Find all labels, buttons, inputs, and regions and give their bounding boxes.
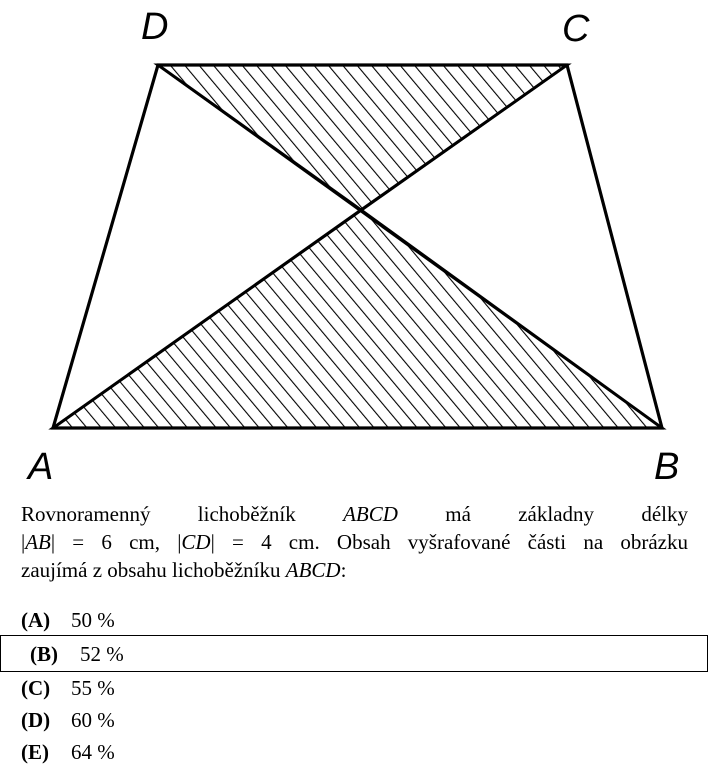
problem-text: :: [340, 558, 347, 582]
problem-line-3: [21, 556, 688, 584]
segment-cd: CD: [181, 530, 211, 554]
option-d[interactable]: [21, 704, 688, 736]
option-letter: (B): [30, 641, 58, 666]
option-letter: (E): [21, 740, 49, 764]
problem-text: Rovnoramenný lichoběžník: [21, 502, 344, 526]
problem-text: |: [21, 530, 26, 554]
option-c[interactable]: [21, 672, 688, 704]
trapezoid-name: ABCD: [343, 502, 398, 526]
option-text: 55 %: [71, 676, 115, 700]
shaded-triangle-bottom: [53, 210, 662, 428]
option-letter: (C): [21, 676, 51, 700]
option-e[interactable]: [21, 736, 688, 768]
problem-text: | = 4 cm. Obsah vyšrafované části na obrázku: [210, 530, 688, 554]
vertex-label-b: B: [654, 446, 680, 488]
trapezoid-name: ABCD: [285, 558, 341, 582]
problem-text: má základny délky: [397, 502, 688, 526]
option-letter: (A): [21, 608, 51, 632]
option-text: 60 %: [71, 708, 115, 732]
option-text: 52 %: [80, 641, 124, 666]
problem-text: | = 6 cm, |: [50, 530, 182, 554]
option-a[interactable]: [21, 604, 688, 636]
answer-options: [21, 604, 688, 768]
problem-line-2: [21, 528, 688, 556]
option-text: 50 %: [71, 608, 115, 632]
option-text: 64 %: [71, 740, 115, 764]
vertex-label-a: A: [28, 446, 54, 488]
problem-text: zaujímá z obsahu lichoběžníku: [21, 558, 286, 582]
option-letter: (D): [21, 708, 51, 732]
shaded-triangle-top: [158, 65, 567, 210]
option-b[interactable]: [0, 635, 708, 672]
problem-statement: [21, 500, 688, 584]
vertex-label-d: D: [141, 6, 169, 48]
problem-line-1: [21, 500, 688, 528]
segment-ab: AB: [25, 530, 51, 554]
vertex-label-c: C: [562, 8, 590, 50]
